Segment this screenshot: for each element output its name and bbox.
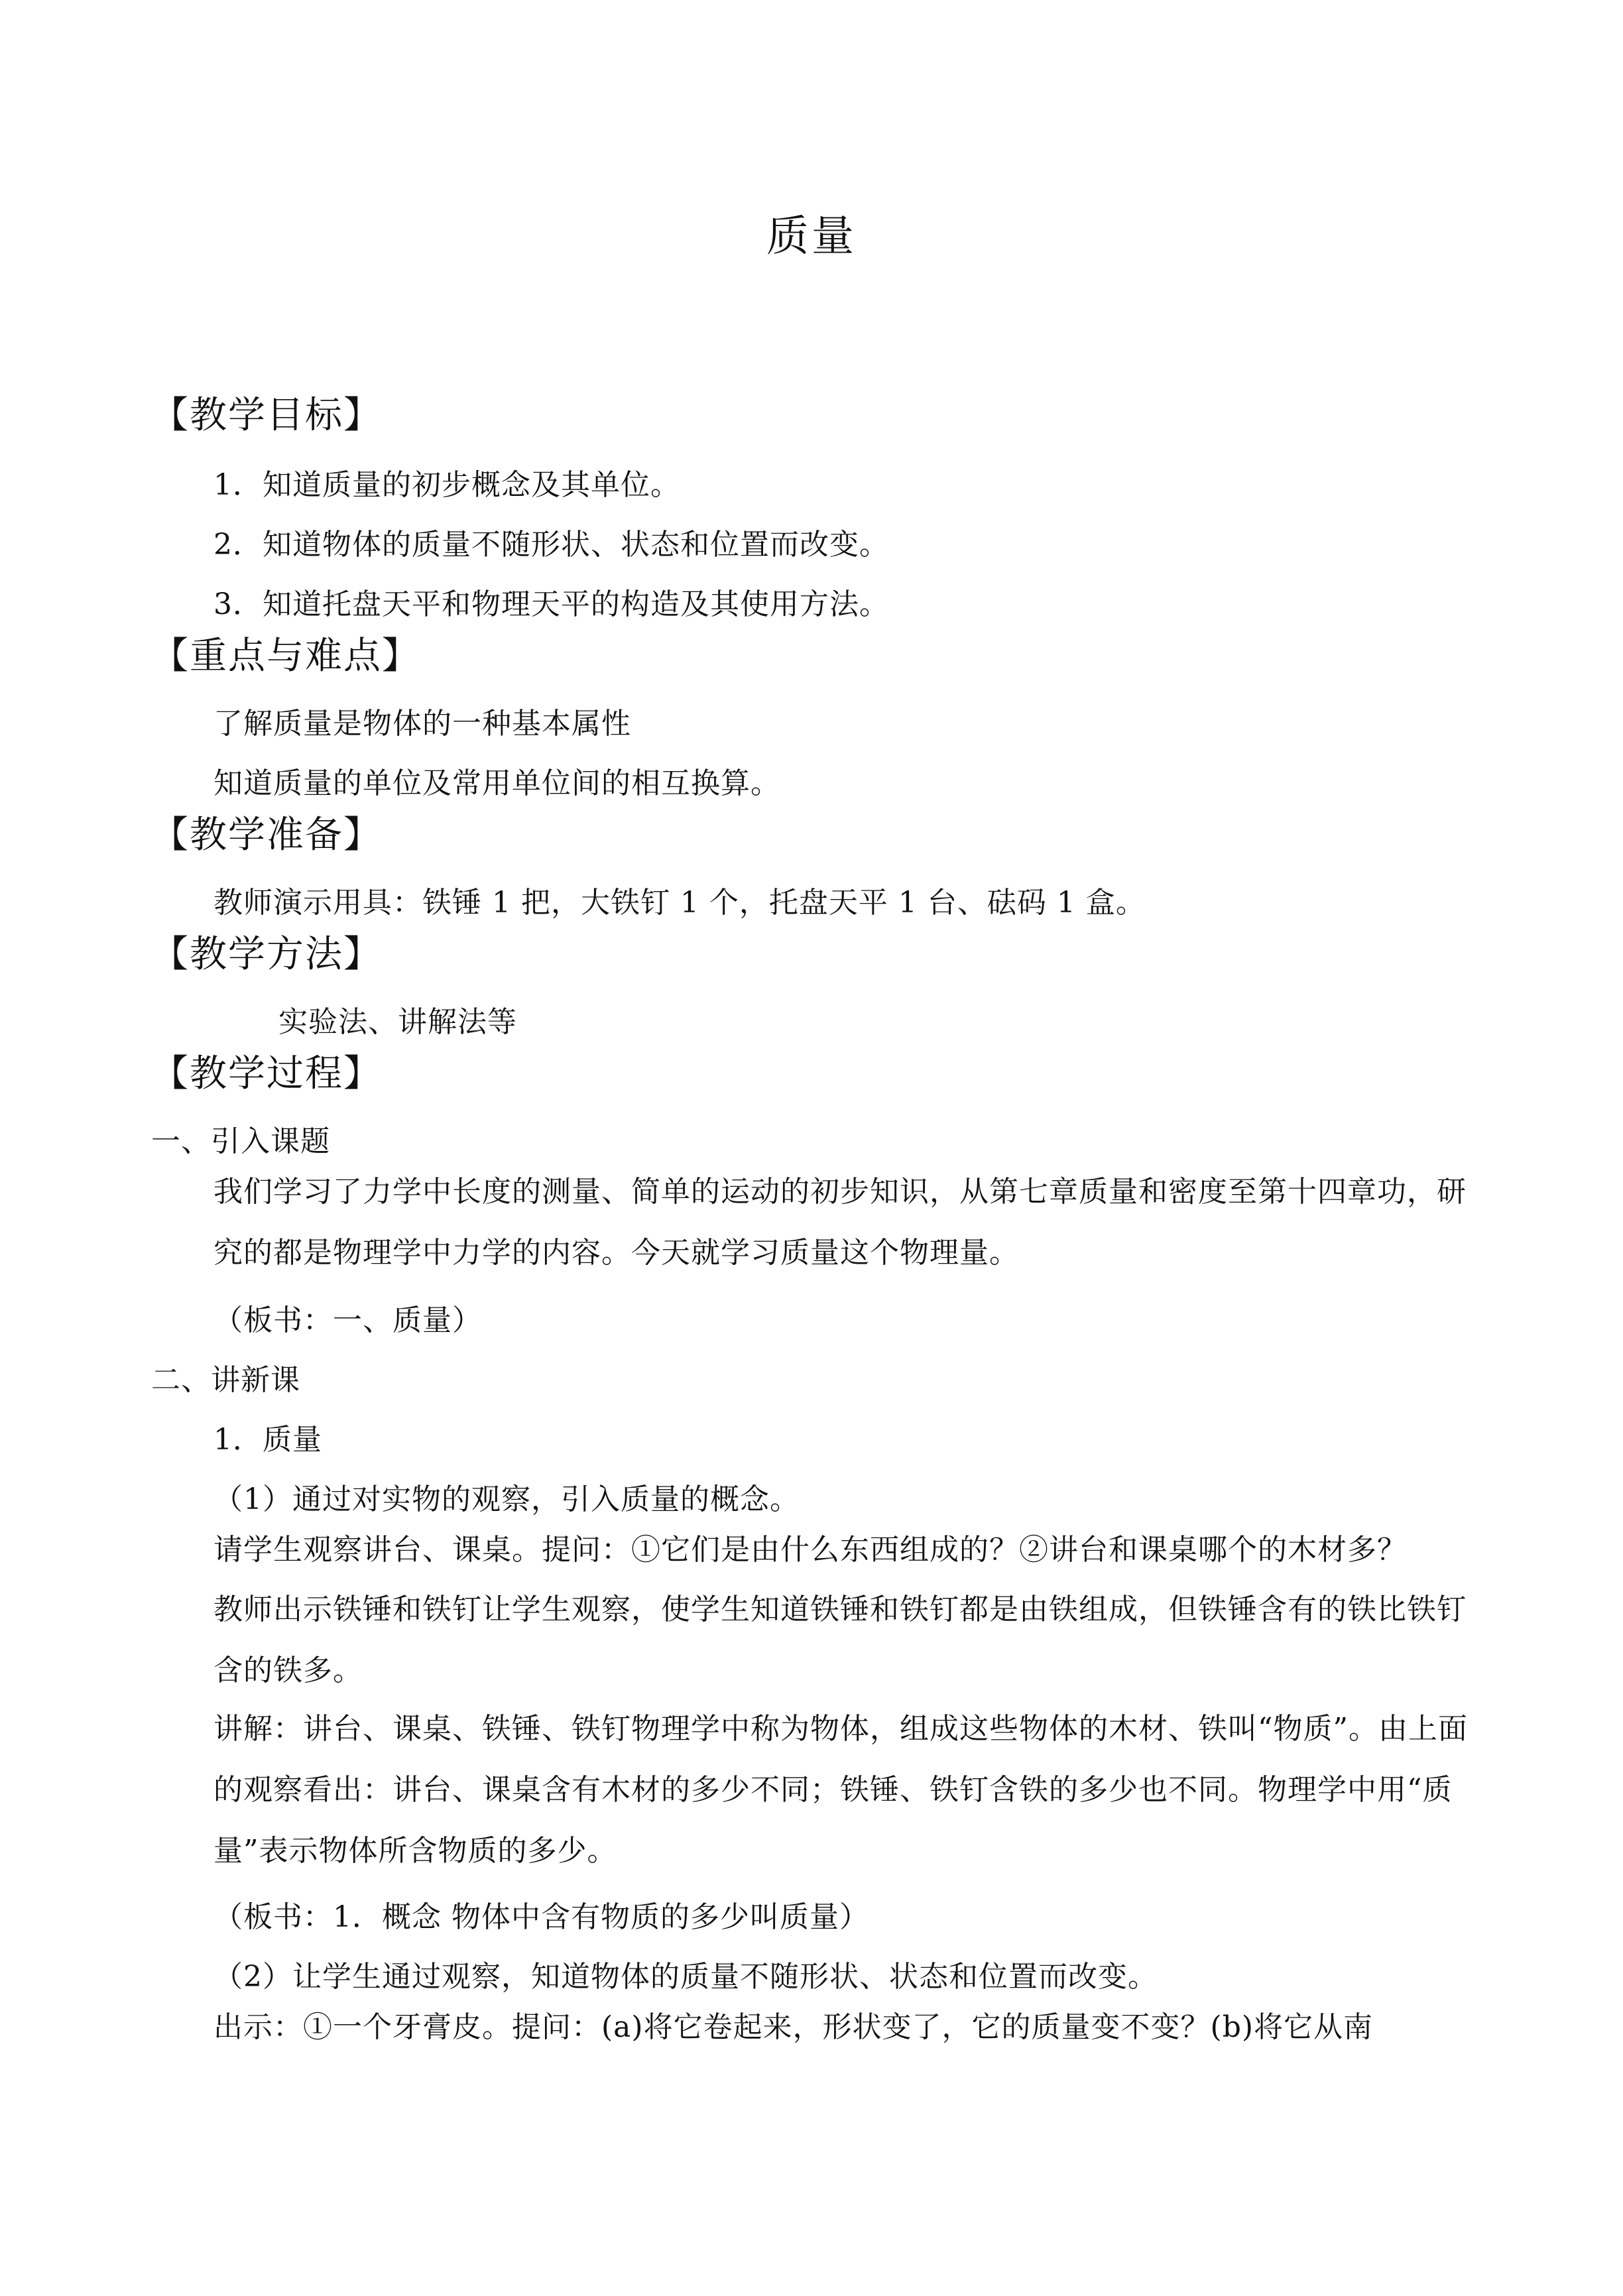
part2-paragraph1: 请学生观察讲台、课桌。提问：①它们是由什么东西组成的？②讲台和课桌哪个的木材多？	[213, 1533, 1407, 1567]
objective-item-3: 3．知道托盘天平和物理天平的构造及其使用方法。	[213, 587, 889, 621]
part1-title: 一、引入课题	[151, 1124, 330, 1158]
part2-paragraph3: 讲解：讲台、课桌、铁锤、铁钉物理学中称为物体，组成这些物体的木材、铁叫“物质”。由上面的观察看出：讲台、课桌含有木材的多少不同；铁锤、铁钉含铁的多少也不同。物理学中用“质量”表示物体所含物质的多少。	[213, 1712, 1468, 1868]
objectives-heading: 【教学目标】	[151, 394, 382, 437]
part1-board-note: （板书：一、质量）	[213, 1303, 482, 1337]
process-heading: 【教学过程】	[151, 1052, 382, 1095]
key-point-item-1: 了解质量是物体的一种基本属性	[213, 707, 631, 741]
part2-paragraph2: 教师出示铁锤和铁钉让学生观察，使学生知道铁锤和铁钉都是由铁组成，但铁锤含有的铁比铁钉含的铁多。	[213, 1593, 1467, 1687]
preparation-heading: 【教学准备】	[151, 814, 382, 857]
objective-item-1: 1．知道质量的初步概念及其单位。	[213, 468, 680, 502]
method-heading: 【教学方法】	[151, 933, 382, 976]
objective-item-2: 2．知道物体的质量不随形状、状态和位置而改变。	[213, 528, 889, 562]
key-point-item-2: 知道质量的单位及常用单位间的相互换算。	[213, 766, 780, 800]
part2-title: 二、讲新课	[151, 1363, 300, 1397]
part2-board-note: （板书：1．概念 物体中含有物质的多少叫质量）	[213, 1900, 869, 1934]
page-title: 质量	[766, 212, 857, 261]
key-points-heading: 【重点与难点】	[151, 634, 420, 678]
part1-paragraph: 我们学习了力学中长度的测量、简单的运动的初步知识，从第七章质量和密度至第十四章功，研究的都是物理学中力学的内容。今天就学习质量这个物理量。	[213, 1175, 1467, 1270]
method-text: 实验法、讲解法等	[278, 1005, 517, 1039]
part2-item2: （2）让学生通过观察，知道物体的质量不随形状、状态和位置而改变。	[213, 1960, 1158, 1994]
part2-paragraph4: 出示：①一个牙膏皮。提问：(a)将它卷起来，形状变了，它的质量变不变？(b)将它从南	[213, 2010, 1374, 2044]
preparation-text: 教师演示用具：铁锤 1 把，大铁钉 1 个，托盘天平 1 台、砝码 1 盒。	[213, 886, 1146, 920]
part2-item1: （1）通过对实物的观察，引入质量的概念。	[213, 1482, 800, 1516]
part2-sub1: 1．质量	[213, 1423, 322, 1457]
